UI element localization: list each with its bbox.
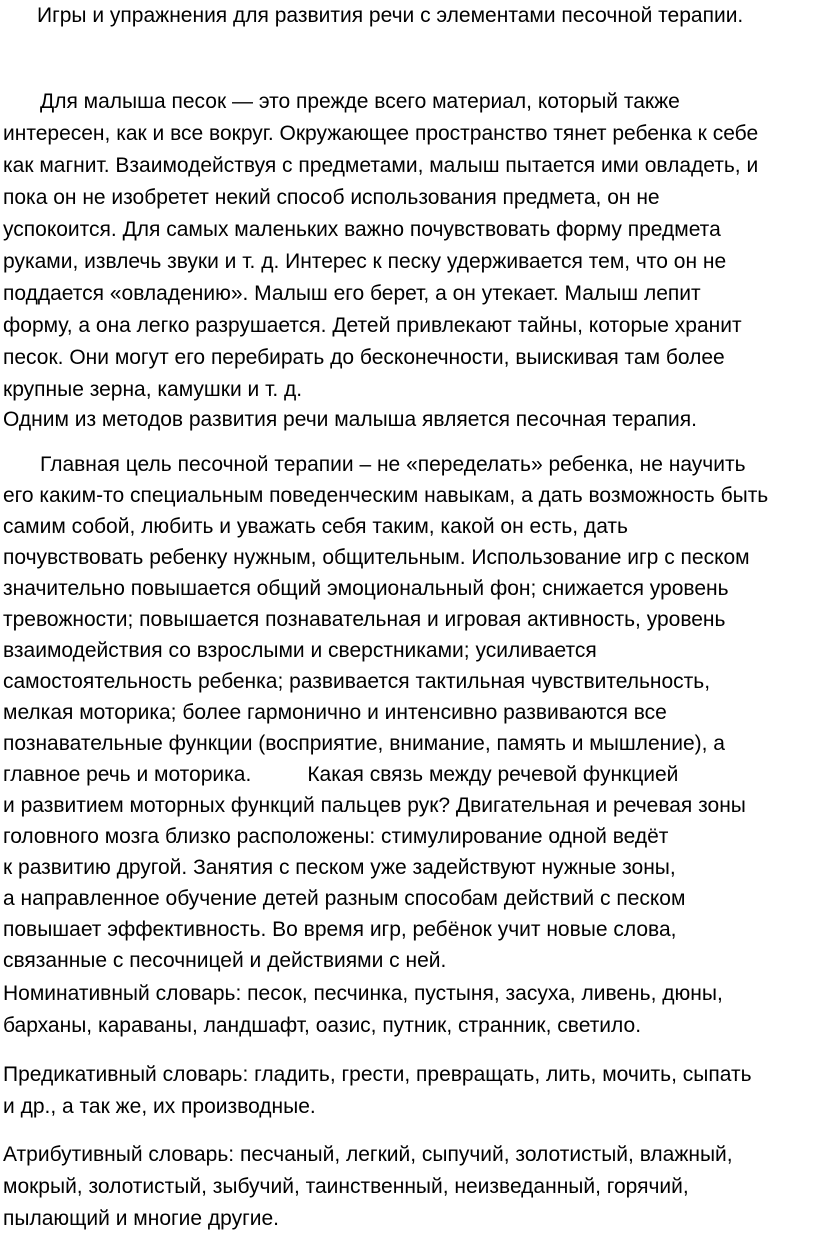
text-line: пылающий и многие другие. <box>3 1207 280 1230</box>
text-line: головного мозга близко расположены: стимулирование одной ведёт <box>3 825 669 848</box>
text-line: барханы, караваны, ландшафт, оазис, путник, странник, светило. <box>3 1014 642 1037</box>
text-line: познавательные функции (восприятие, внимание, память и мышление), а <box>3 732 725 755</box>
text-line: как магнит. Взаимодействуя с предметами, малыш пытается ими овладеть, и <box>3 154 759 177</box>
text-line: а направленное обучение детей разным способам действий с песком <box>3 887 686 910</box>
text-line: Главная цель песочной терапии – не «переделать» ребенка, не научить <box>40 453 746 476</box>
text-line: его каким-то специальным поведенческим навыкам, а дать возможность быть <box>3 484 769 507</box>
text-line: к развитию другой. Занятия с песком уже задействуют нужные зоны, <box>3 856 676 879</box>
paragraph-2 <box>3 404 811 436</box>
text-line: взаимодействия со взрослыми и сверстниками; усиливается <box>3 639 597 662</box>
text-line: мелкая моторика; более гармонично и интенсивно развиваются все <box>3 701 667 724</box>
text-line: почувствовать ребенку нужным, общительным. Использование игр с песком <box>3 546 750 569</box>
text-line: мокрый, золотистый, зыбучий, таинственный, неизведанный, горячий, <box>3 1175 689 1198</box>
text-line: Атрибутивный словарь: песчаный, легкий, сыпучий, золотистый, влажный, <box>3 1143 733 1166</box>
text-line: Номинативный словарь: песок, песчинка, пустыня, засуха, ливень, дюны, <box>3 982 723 1005</box>
text-line: Для малыша песок — это прежде всего материал, который также <box>40 90 680 113</box>
text-line: Предикативный словарь: гладить, грести, превращать, лить, мочить, сыпать <box>3 1063 752 1086</box>
text-line: самостоятельность ребенка; развивается тактильная чувствительность, <box>3 670 711 693</box>
paragraph-5 <box>3 1059 811 1123</box>
text-line: тревожности; повышается познавательная и игровая активность, уровень <box>3 608 726 631</box>
text-line: Одним из методов развития речи малыша является песочная терапия. <box>3 408 697 431</box>
text-line: связанные с песочницей и действиями с ней. <box>3 949 447 972</box>
document-title: Игры и упражнения для развития речи с элементами песочной терапии. <box>37 4 744 27</box>
text-fragment: главное речь и моторика. <box>3 763 252 786</box>
text-line: повышает эффективность. Во время игр, ребёнок учит новые слова, <box>3 918 677 941</box>
paragraph-4 <box>3 978 811 1042</box>
paragraph-1 <box>3 86 811 406</box>
text-line: крупные зерна, камушки и т. д. <box>3 378 303 401</box>
paragraph-6 <box>3 1139 811 1235</box>
text-line: пока он не изобретет некий способ использования предмета, он не <box>3 186 660 209</box>
text-line: интересен, как и все вокруг. Окружающее пространство тянет ребенка к себе <box>3 122 759 145</box>
text-line: песок. Они могут его перебирать до бесконечности, выискивая там более <box>3 346 725 369</box>
text-line: руками, извлечь звуки и т. д. Интерес к песку удерживается тем, что он не <box>3 250 727 273</box>
text-line: поддается «овладению». Малыш его берет, а он утекает. Малыш лепит <box>3 282 701 305</box>
text-line-split <box>3 759 811 790</box>
text-line: и др., а так же, их производные. <box>3 1095 316 1118</box>
text-fragment: Какая связь между речевой функцией <box>307 763 679 786</box>
text-line: и развитием моторных функций пальцев рук? Двигательная и речевая зоны <box>3 794 746 817</box>
text-line: успокоится. Для самых маленьких важно почувствовать форму предмета <box>3 218 721 241</box>
text-line: самим собой, любить и уважать себя таким, какой он есть, дать <box>3 515 628 538</box>
text-line: форму, а она легко разрушается. Детей привлекают тайны, которые хранит <box>3 314 742 337</box>
text-line: значительно повышается общий эмоциональный фон; снижается уровень <box>3 577 729 600</box>
paragraph-3 <box>3 449 811 976</box>
